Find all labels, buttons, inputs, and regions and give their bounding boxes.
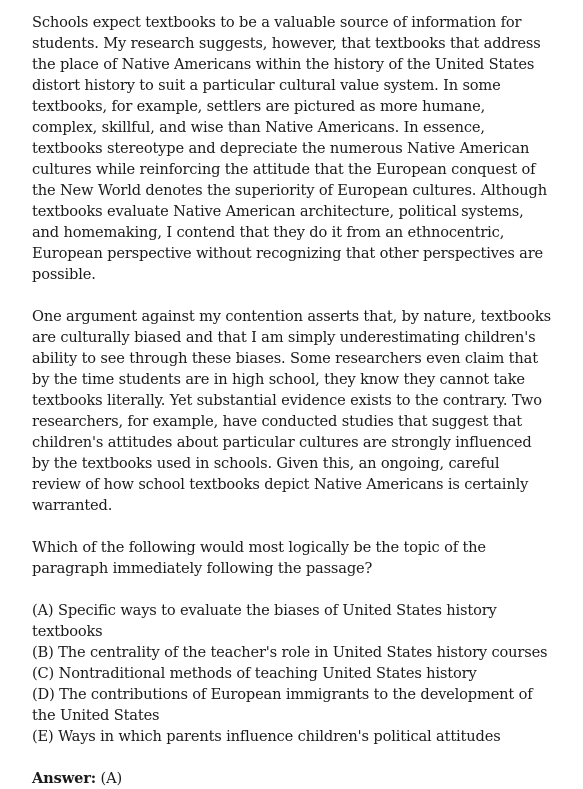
choice-e: (E) Ways in which parents influence children's political attitudes bbox=[32, 728, 501, 745]
document-body bbox=[32, 12, 552, 789]
passage-paragraph-1: Schools expect textbooks to be a valuable source of information for students. My research suggests, however, that textbooks that address the place of Native Americans within the history of the United States distort history to suit a particular cultural value system. In some textbooks, for example, settlers are pictured as more humane, complex, skillful, and wise than Native Americans. In essence, textbooks stereotype and depreciate the numerous Native American cultures while reinforcing the attitude that the European conquest of the New World denotes the superiority of European cultures. Although textbooks evaluate Native American architecture, political systems, and homemaking, I contend that they do it from an ethnocentric, European perspective without recognizing that other perspectives are possible. bbox=[32, 14, 547, 283]
answer-line bbox=[32, 768, 552, 789]
answer-value: (A) bbox=[100, 770, 123, 787]
choice-b: (B) The centrality of the teacher's role in United States history courses bbox=[32, 644, 548, 661]
question-text: Which of the following would most logically be the topic of the paragraph immediately following the passage? bbox=[32, 539, 486, 577]
answer-label: Answer: bbox=[32, 770, 97, 787]
passage-paragraph-2: One argument against my contention asserts that, by nature, textbooks are culturally biased and that I am simply underestimating children's ability to see through these biases. Some researchers even claim that by the time students are in high school, they know they cannot take textbooks literally. Yet substantial evidence exists to the contrary. Two researchers, for example, have conducted studies that suggest that children's attitudes about particular cultures are strongly influenced by the textbooks used in schools. Given this, an ongoing, careful review of how school textbooks depict Native Americans is certainly warranted. bbox=[32, 308, 551, 514]
choice-a: (A) Specific ways to evaluate the biases of United States history textbooks bbox=[32, 602, 497, 640]
answer-choices bbox=[32, 600, 552, 747]
choice-c: (C) Nontraditional methods of teaching United States history bbox=[32, 665, 477, 682]
choice-d: (D) The contributions of European immigrants to the development of the United States bbox=[32, 686, 533, 724]
